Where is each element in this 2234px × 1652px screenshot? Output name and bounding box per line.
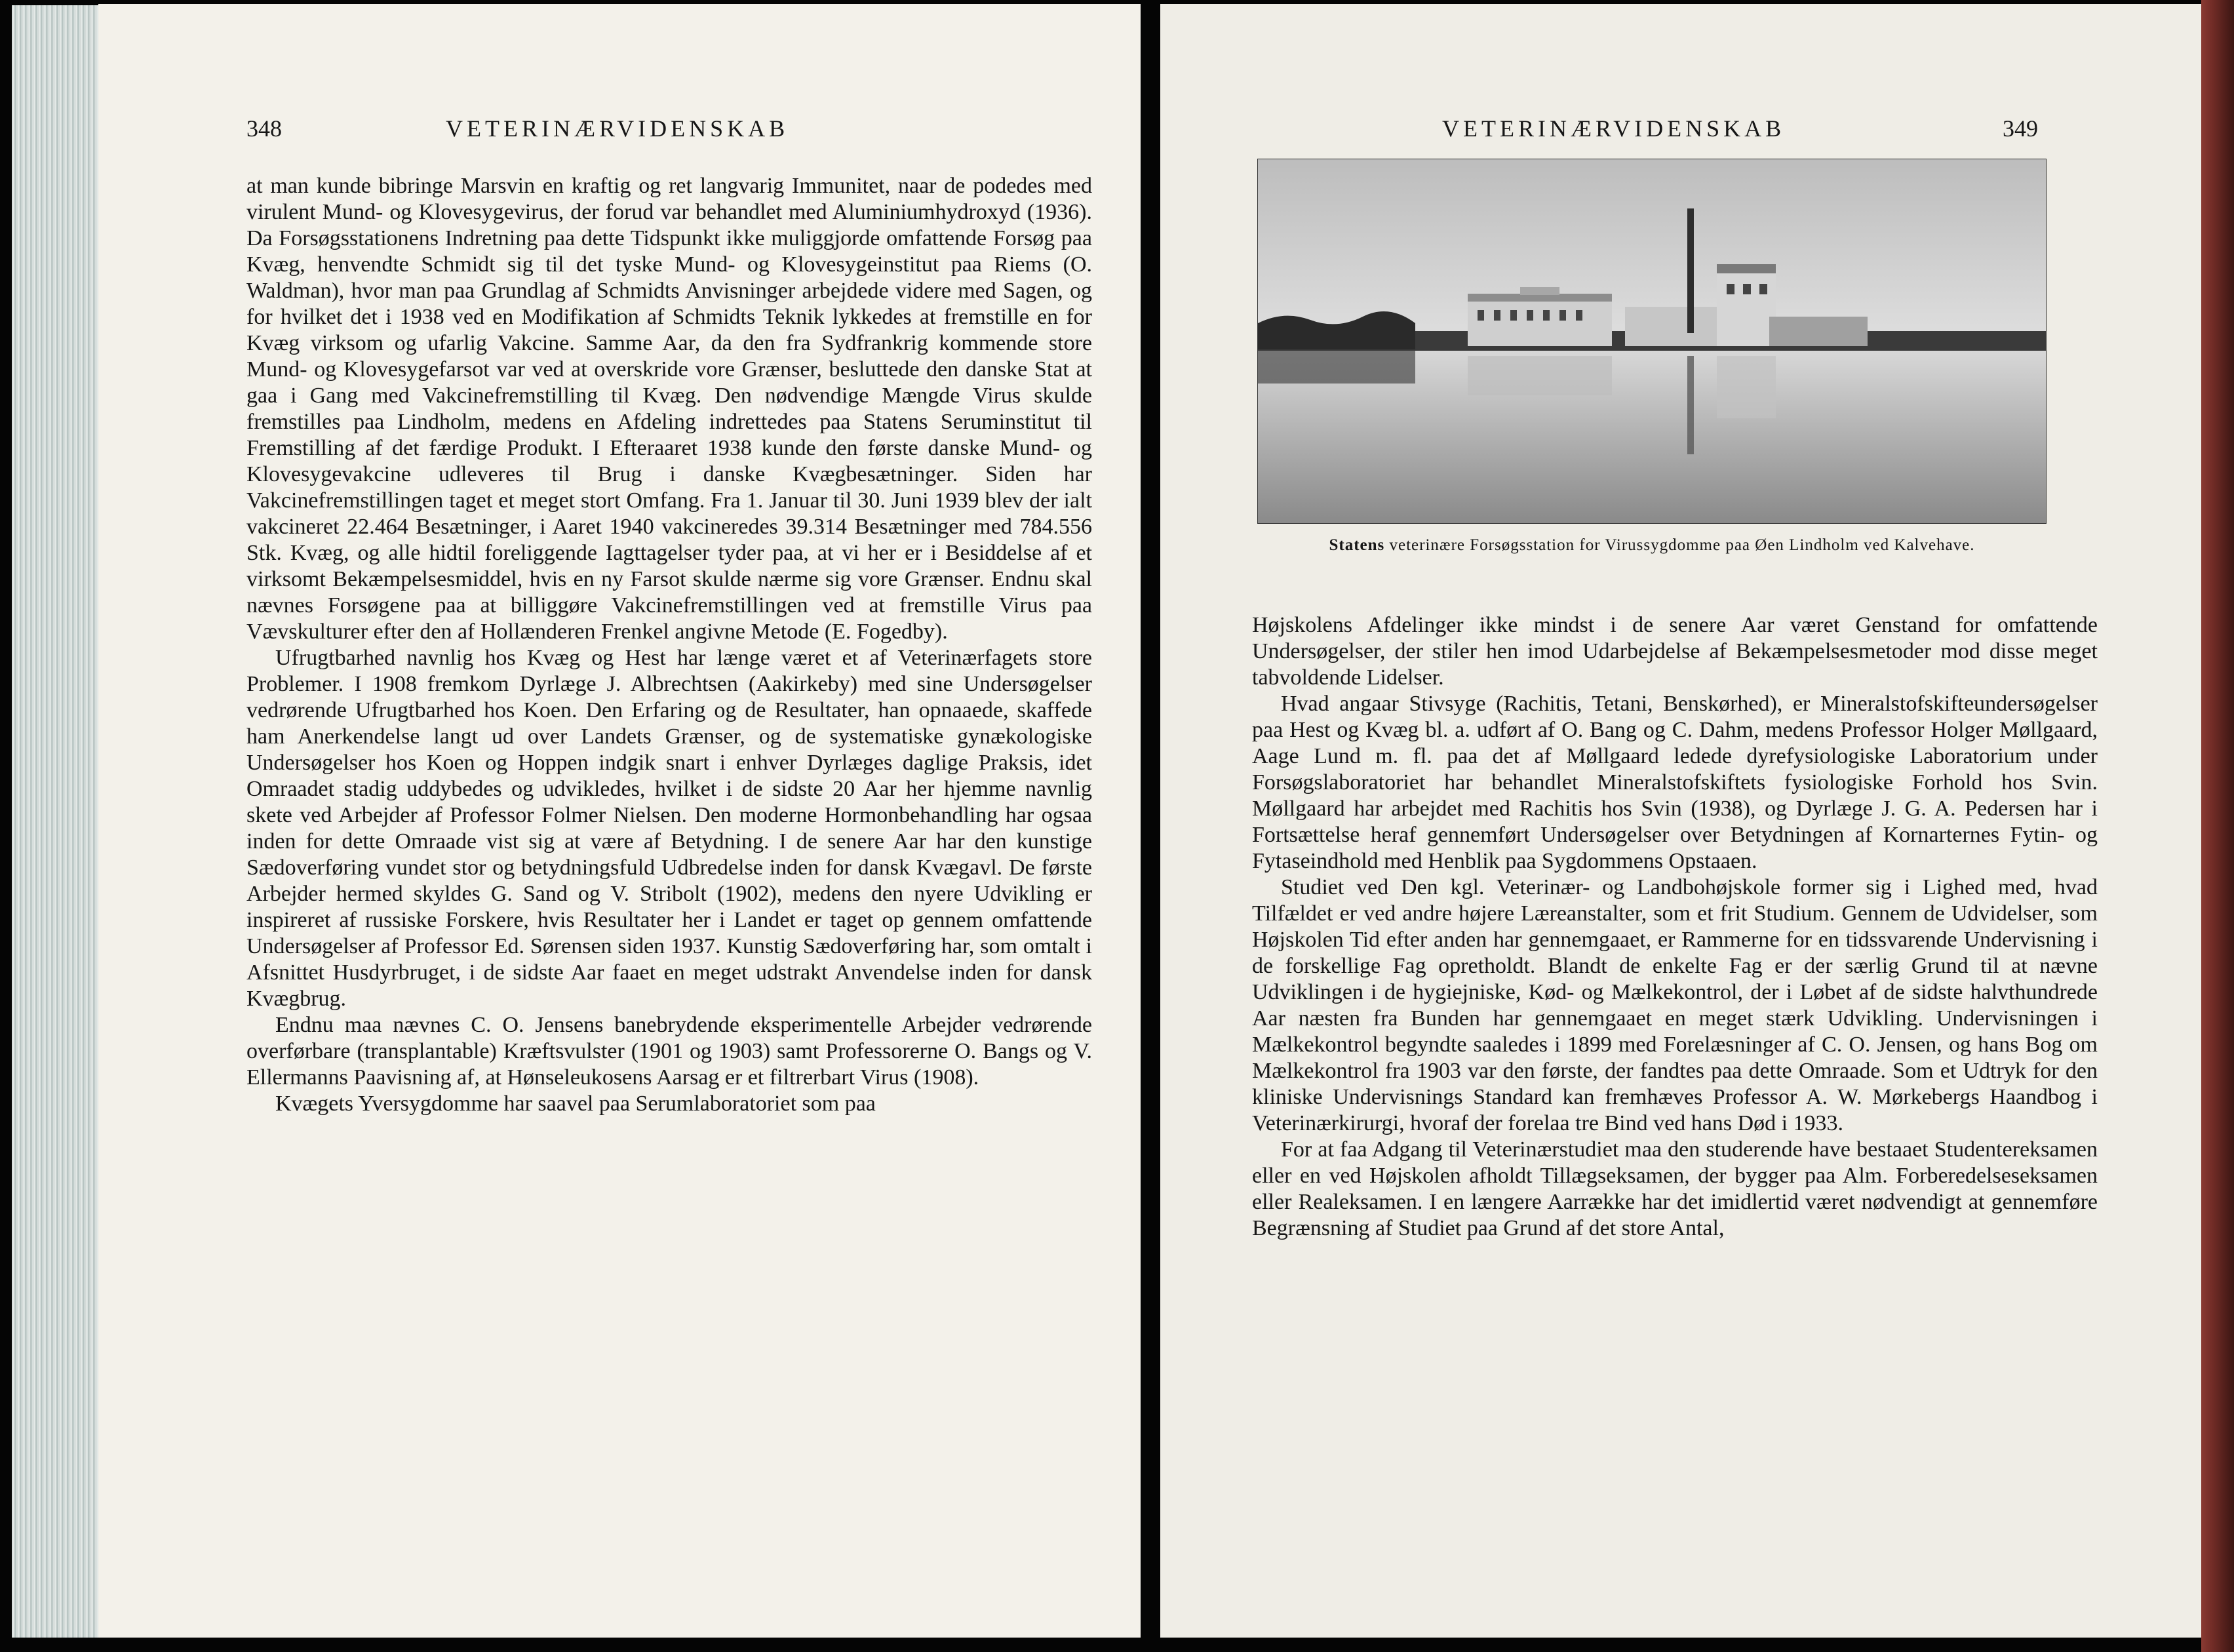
photo-caption-text: veterinære Forsøgsstation for Virussygdomme paa Øen Lindholm ved Kalvehave. (1389, 536, 1975, 554)
body-text (246, 173, 1092, 1117)
running-head: VETERINÆRVIDENSKAB (446, 115, 789, 142)
paragraph: Endnu maa nævnes C. O. Jensens banebrydende eksperimentelle Arbejder vedrørende overførbare (transplantable) Kræftsvulster (1901 og 1903) samt Professorerne O. Bangs og V. Ellermanns Paavisning af, at Hønseleukosens Aarsag er et filtrerbart Virus (1908). (246, 1013, 1092, 1090)
page-number: 349 (2003, 115, 2038, 142)
paragraph: Studiet ved Den kgl. Veterinær- og Landbohøjskole former sig i Lighed med, hvad Tilfældet er ved andre højere Læreanstalter, som et frit Studium. Gennem de Udvidelser, som Højskolen Tid efter anden har gennemgaaet, er Rammerne for en tidssvarende Undervisning i de forskellige Fag opretholdt. Blandt de enkelte Fag er der særlig Grund til at nævne Udviklingen i de hygiejniske, Kød- og Mælkekontrol, der i Løbet af de sidste halvthundrede Aar næsten fra Bunden har gennemgaaet en meget stærk Udvikling. Undervisningen i Mælkekontrol begyndte saaledes i 1899 med Forelæsninger af C. O. Jensen, og hans Bog om Mælkekontrol fra 1903 var den første, der fandtes paa dette Omraade. Som et Udtryk for den kliniske Undervisnings Standard kan fremhæves Professor A. W. Mørkebergs Haandbog i Veterinærkirurgi, hvoraf der forelaa tre Bind ved hans Død i 1933. (1252, 875, 2098, 1135)
photo-caption-lead: Statens (1329, 536, 1385, 554)
paragraph: at man kunde bibringe Marsvin en kraftig og ret langvarig Immunitet, naar de podedes med virulent Mund- og Klovesygevirus, der forud var behandlet med Aluminiumhydroxyd (1936). Da Forsøgsstationens Indretning paa dette Tidspunkt ikke muliggjorde omfattende Forsøg paa Kvæg, henvendte Schmidt sig til det tyske Mund- og Klovesygeinstitut paa Riems (O. Waldman), hvor man paa Grundlag af Schmidts Anvisninger arbejdede videre med Sagen, og for hvilket det i 1938 ved en Modifikation af Schmidts Teknik lykkedes at fremstille en for Kvæg virksom og ufarlig Vakcine. Samme Aar, da den fra Sydfrankrig kommende store Mund- og Klovesygefarsot var ved at overskride vore Grænser, besluttede den danske Stat at gaa i Gang med Vakcinefremstilling til Kvæg. Den nødvendige Mængde Virus skulde fremstilles paa Lindholm, medens en Afdeling indrettedes paa Statens Seruminstitut til Fremstilling af det færdige Produkt. I Efteraaret 1938 kunde den første danske Mund- og Klovesygevakcine udleveres til Brug i danske Kvægbesætninger. Siden har Vakcinefremstillingen taget et meget stort Omfang. Fra 1. Januar til 30. Juni 1939 blev der ialt vakcineret 22.464 Besætninger, i Aaret 1940 vakcineredes 39.314 Besætninger med 784.556 Stk. Kvæg, og alle hidtil foreliggende Iagttagelser tyder paa, at vi her er i Besiddelse af et virksomt Bekæmpelsesmiddel, hvis en ny Farsot skulde nærme sig vore Grænser. Endnu skal nævnes Forsøgene paa at billiggøre Vakcinefremstillingen ved at fremstille Virus paa Vævskulturer efter den af Hollænderen Frenkel angivne Metode (E. Fogedby). (246, 174, 1092, 644)
paragraph: For at faa Adgang til Veterinærstudiet maa den studerende have bestaaet Studentereksamen eller en ved Højskolen afholdt Tillægseksamen, der bygger paa Alm. Forberedelseseksamen eller Realeksamen. I en længere Aarrække har det imidlertid været nødvendigt at gennemføre Begrænsning af Studiet paa Grund af det store Antal, (1252, 1137, 2098, 1240)
photograph-image (1258, 159, 2046, 523)
station-photograph (1257, 159, 2047, 524)
paragraph: Ufrugtbarhed navnlig hos Kvæg og Hest har længe været et af Veterinærfagets store Problemer. I 1908 fremkom Dyrlæge J. Albrechtsen (Aakirkeby) med sine Undersøgelser vedrørende Ufrugtbarhed hos Koen. Den Erfaring og de Resultater, han opnaaede, skaffede ham Anerkendelse langt ud over Landets Grænser, og de systematiske gynækologiske Undersøgelser hos Koen og Hoppen indgik snart i enhver Dyrlæges daglige Praksis, idet Omraadet stadig uddybedes og udvikledes, hvilket i de sidste 20 Aar her hjemme navnlig skete ved Arbejder af Professor Folmer Nielsen. Den moderne Hormonbehandling har ogsaa inden for dette Omraade vist sig at være af Betydning. I de senere Aar har den kunstige Sædoverføring vundet stor og betydningsfuld Udbredelse inden for dansk Kvægavl. De første Arbejder hermed skyldes G. Sand og V. Stribolt (1902), medens den nyere Udvikling er inspireret af russiske Forskere, hvis Resultater her i Landet er taget op gennem omfattende Undersøgelser af Professor Ed. Sørensen siden 1937. Kunstig Sædoverføring har, som omtalt i Afsnittet Husdyrbruget, i de sidste Aar faaet en meget udstrakt Anvendelse inden for dansk Kvægbrug. (246, 646, 1092, 1011)
left-page (98, 4, 1141, 1638)
paragraph: Kvægets Yversygdomme har saavel paa Serumlaboratoriet som paa (275, 1092, 876, 1116)
photo-caption (1252, 534, 2052, 557)
body-text (1252, 612, 2098, 1242)
paragraph: Højskolens Afdelinger ikke mindst i de senere Aar været Genstand for omfattende Undersøgelser, der stiler hen imod Udarbejdelse af Bekæmpelsesmetoder mod disse meget tabvoldende Lidelser. (1252, 613, 2098, 690)
right-page (1160, 4, 2201, 1638)
paragraph: Hvad angaar Stivsyge (Rachitis, Tetani, Benskørhed), er Mineralstofskifteundersøgelser paa Hest og Kvæg bl. a. udført af O. Bang og C. Dahm, medens Professor Holger Møllgaard, Aage Lund m. fl. paa det af Møllgaard ledede dyrefysiologiske Laboratorium under Forsøgslaboratoriet har behandlet Mineralstofskiftets fysiologiske Forhold hos Svin. Møllgaard har arbejdet med Rachitis hos Svin (1938), og Dyrlæge J. G. A. Pedersen har i Fortsættelse heraf gennemført Undersøgelser over Betydningen af Kornarternes Fytin- og Fytaseindhold med Henblik paa Sygdommens Opstaaen. (1252, 692, 2098, 873)
book-cover-edge (2201, 0, 2234, 1652)
book-page-edges (12, 5, 111, 1638)
running-head: VETERINÆRVIDENSKAB (1442, 115, 1786, 142)
page-number: 348 (246, 115, 282, 142)
